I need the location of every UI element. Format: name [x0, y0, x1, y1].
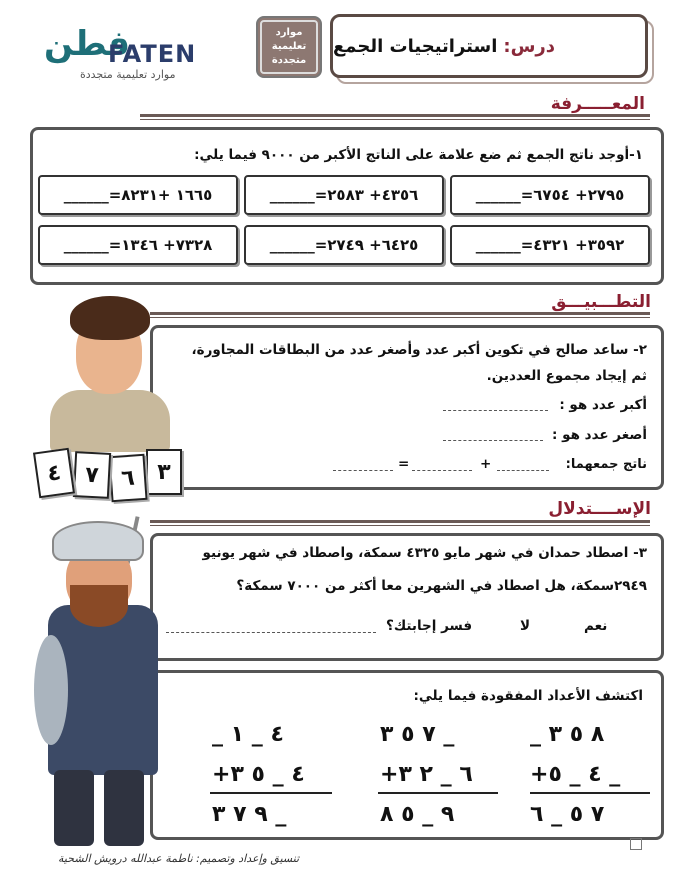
problem-3-rule — [210, 792, 332, 794]
largest-number-answer-line[interactable] — [443, 410, 548, 411]
problem-1-top: _ ٨ ٥ ٣ — [530, 722, 605, 747]
q2-line-1: ٢- ساعد صالح في تكوين أكبر عدد وأصغر عدد من البطاقات المجاورة، — [191, 342, 647, 358]
section-divider — [150, 520, 650, 523]
lesson-title: استراتيجيات الجمع — [333, 35, 498, 57]
problem-2-addend: +٦ _ ٢ ٣ — [380, 762, 473, 787]
number-card: ٦ — [108, 454, 147, 502]
sum-result-line[interactable] — [333, 470, 393, 471]
fisherman-illustration — [34, 515, 169, 850]
section-divider — [150, 312, 650, 315]
q4-prompt: اكتشف الأعداد المفقودة فيما يلي: — [413, 688, 643, 704]
problem-1-result: ٧ ٥ _ ٦ — [530, 802, 605, 827]
badge-line-3: متجددة — [271, 55, 307, 66]
equals-sign: = — [398, 456, 410, 472]
problem-2-result: ٩ _ ٥ ٨ — [380, 802, 455, 827]
problem-3-top: _ ٤ _ ١ — [212, 722, 284, 747]
problem-2-top: ٧ ٥ ٣ _ — [380, 722, 455, 747]
problem-3-addend: +٤ _ ٥ ٣ — [212, 762, 305, 787]
fisherman-beard — [70, 585, 128, 627]
q1-item-6: ٧٣٢٨+ ١٣٤٦=______ — [38, 225, 238, 265]
q1-item-5: ٦٤٢٥+ ٢٧٤٩=______ — [244, 225, 444, 265]
fisherman-boot-right — [104, 770, 144, 846]
fisherman-boot-left — [54, 770, 94, 846]
resources-badge — [256, 16, 322, 78]
q3-line-2: ٢٩٤٩سمكة، هل اصطاد في الشهرين معا أكثر من ٧٠٠٠ سمكة؟ — [236, 578, 647, 594]
smallest-number-answer-line[interactable] — [443, 440, 543, 441]
logo-subtitle: موارد تعليمية متجددة — [80, 68, 176, 81]
q2-line-2: ثم إيجاد مجموع العددين. — [486, 368, 647, 384]
logo-arabic: فطن — [44, 24, 130, 64]
sum-operand-2-line[interactable] — [412, 470, 472, 471]
answer-no[interactable]: لا — [520, 618, 531, 634]
number-card: ٤ — [33, 448, 75, 499]
logo-latin: FATEN — [108, 40, 197, 68]
boy-hair — [70, 296, 150, 340]
q1-item-1: ٢٧٩٥+ ٦٧٥٤=______ — [450, 175, 650, 215]
q1-item-4: ٣٥٩٢+ ٤٣٢١=______ — [450, 225, 650, 265]
q1-prompt: ١-أوجد ناتج الجمع ثم ضع علامة على الناتج الأكبر من ٩٠٠٠ فيما يلي: — [194, 147, 643, 163]
explain-answer-line[interactable] — [166, 632, 376, 633]
section-divider — [140, 114, 650, 117]
q1-item-3: ١٦٦٥ +٨٢٣١=______ — [38, 175, 238, 215]
section-heading-application: التطـــبيـــق — [551, 292, 651, 312]
section-heading-knowledge: المعـــــرفة — [550, 94, 645, 114]
problem-1-addend: +٤ _ ٥ _ — [530, 762, 621, 787]
smallest-number-label: أصغر عدد هو : — [552, 427, 647, 443]
corner-checkbox[interactable] — [630, 838, 642, 850]
lesson-prefix: درس: — [503, 35, 556, 57]
footer-credit: تنسيق وإعداد وتصميم: ناطمة عبدالله درويش الشحية — [58, 852, 300, 865]
q1-item-2: ٤٣٥٦+ ٢٥٨٣=______ — [244, 175, 444, 215]
explain-label: فسر إجابتك؟ — [386, 618, 473, 634]
fish — [34, 635, 68, 745]
boy-shirt — [50, 390, 170, 452]
boy-illustration — [42, 290, 174, 455]
fisherman-hat — [52, 521, 144, 561]
badge-line-2: تعليمية — [271, 41, 307, 52]
lesson-title-box — [330, 14, 648, 78]
problem-3-result: ٩ ٧ ٣ _ — [212, 802, 287, 827]
number-card: ٣ — [146, 449, 182, 495]
number-card: ٧ — [73, 451, 111, 499]
problem-1-rule — [530, 792, 650, 794]
section-divider-thin — [150, 525, 650, 526]
largest-number-label: أكبر عدد هو : — [559, 397, 647, 413]
q3-line-1: ٣- اصطاد حمدان في شهر مايو ٤٣٢٥ سمكة، واصطاد في شهر يونيو — [202, 545, 647, 561]
section-divider-thin — [140, 119, 650, 120]
sum-operand-1-line[interactable] — [497, 470, 549, 471]
problem-2-rule — [378, 792, 498, 794]
section-divider-thin — [150, 317, 650, 318]
answer-yes[interactable]: نعم — [584, 618, 608, 634]
plus-sign: + — [480, 456, 492, 472]
section-heading-reasoning: الإســــتدلال — [548, 499, 651, 519]
badge-line-1: موارد — [275, 27, 303, 38]
sum-label: ناتج جمعهما: — [565, 457, 647, 472]
